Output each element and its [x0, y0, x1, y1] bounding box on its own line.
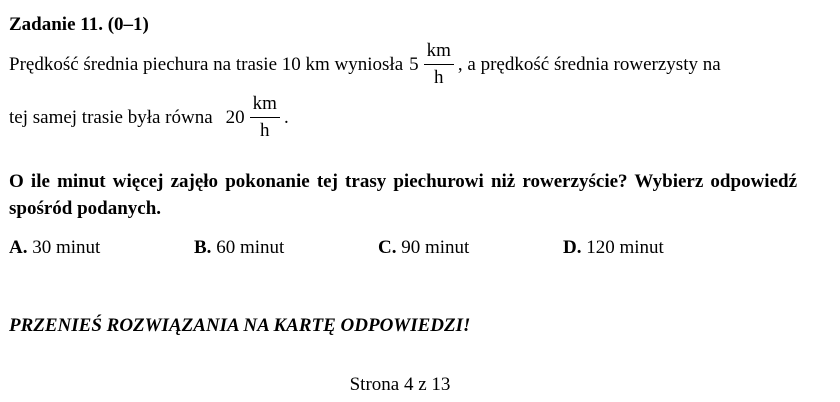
answer-option-a[interactable]	[9, 237, 194, 259]
answer-letter: A.	[9, 237, 28, 258]
unit-numerator: km	[250, 93, 280, 118]
unit-denominator: h	[434, 67, 444, 88]
speed-value: 20	[225, 106, 245, 128]
answer-option-c[interactable]	[378, 237, 563, 259]
answer-text: 30 minut	[27, 237, 101, 258]
answer-option-b[interactable]	[194, 237, 378, 259]
answer-letter: B.	[194, 237, 212, 258]
task-title: Zadanie 11. (0–1)	[9, 14, 149, 35]
page-number: Strona 4 z 13	[349, 374, 451, 395]
answer-letter: C.	[378, 237, 397, 258]
transfer-instruction: PRZENIEŚ ROZWIĄZANIA NA KARTĘ ODPOWIEDZI!	[9, 315, 471, 336]
answer-text: 120 minut	[581, 237, 664, 258]
task-question: O ile minut więcej zajęło pokonanie tej trasy piechurowi niż rowerzyście? Wybierz odpowiedź spośród podanych.	[9, 171, 797, 219]
unit-fraction	[250, 93, 280, 142]
task-statement-line-1	[9, 40, 721, 89]
statement-text: tej samej trasie była równa	[9, 106, 213, 128]
statement-text: , a prędkość średnia rowerzysty na	[457, 53, 721, 75]
speed-value: 5	[409, 53, 419, 75]
answer-text: 90 minut	[396, 237, 470, 258]
task-statement-line-2	[9, 93, 289, 142]
statement-text: Prędkość średnia piechura na trasie 10 km wyniosła	[9, 53, 404, 75]
answer-options	[9, 237, 664, 259]
answer-option-d[interactable]	[563, 237, 664, 259]
unit-fraction	[424, 40, 454, 89]
unit-numerator: km	[424, 40, 454, 65]
unit-denominator: h	[260, 120, 270, 141]
answer-text: 60 minut	[211, 237, 285, 258]
answer-letter: D.	[563, 237, 582, 258]
statement-text: .	[283, 106, 289, 128]
